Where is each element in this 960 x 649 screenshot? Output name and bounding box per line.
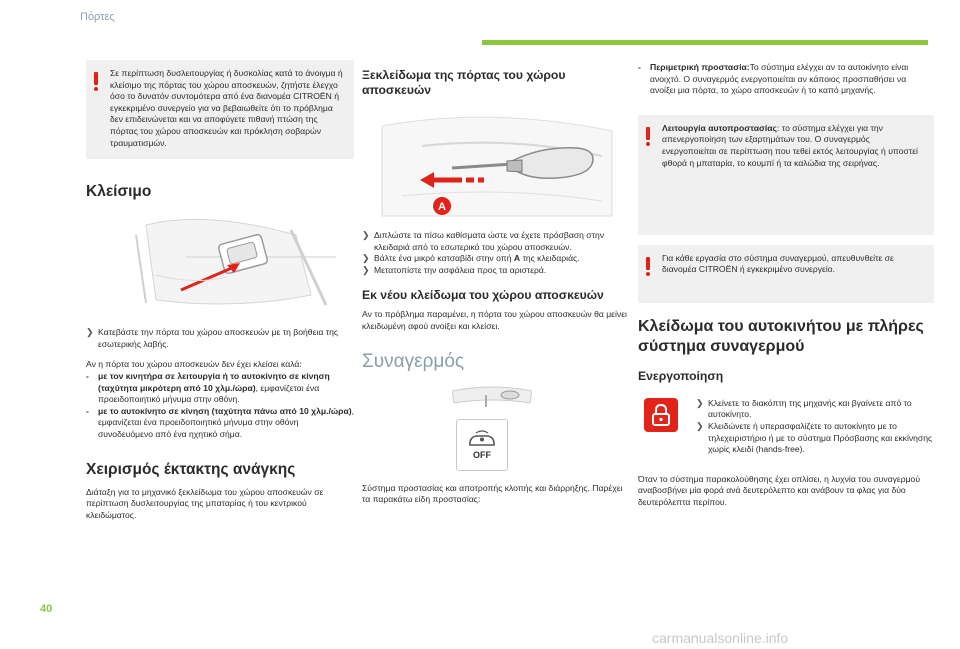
- lock-title: Κλείδωμα του αυτοκινήτου με πλήρες σύστημα συναγερμού: [638, 317, 924, 355]
- perimeter-bold: Περιμετρική προστασία:: [650, 62, 750, 72]
- bullet-icon: ❯: [86, 327, 94, 338]
- activation-title: Ενεργοποίηση: [638, 368, 724, 383]
- unlock-step-text: Μετατοπίστε την ασφάλεια προς τα αριστερά.: [374, 264, 547, 275]
- closing-item-2: - με το αυτοκίνητο σε κίνηση (ταχύτητα πάνω από 10 χλμ./ώρα), εμφανίζεται ένα προειδοποιητικό μήνυμα στην οθόνη συνοδευόμενο από ένα ηχητικό σήμα.: [86, 405, 355, 439]
- activation-block: [638, 398, 934, 456]
- closing-intro: Αν η πόρτα του χώρου αποσκευών δεν έχει κλείσει καλά:: [86, 359, 302, 370]
- closing-item-2-bold: με το αυτοκίνητο σε κίνηση (ταχύτητα πάνω από 10 χλμ./ώρα): [98, 405, 352, 416]
- off-label: OFF: [473, 449, 491, 460]
- column-left: [86, 60, 354, 521]
- activation-step: [696, 421, 934, 456]
- emergency-text: Διάταξη για το μηχανικό ξεκλείδωμα του χώρου αποσκευών σε περίπτωση δυσλειτουργίας της μπαταρίας ή του κεντρικού κλειδώματος.: [86, 486, 324, 520]
- closing-title: Κλείσιμο: [86, 183, 152, 201]
- column-right: [638, 60, 934, 509]
- activation-step: [696, 398, 934, 421]
- tailgate-lock-illustration: [362, 106, 628, 224]
- alarm-off-button[interactable]: [456, 419, 508, 471]
- alarm-title: Συναγερμός: [362, 350, 465, 372]
- relock-title: Εκ νέου κλείδωμα του χώρου αποσκευών: [362, 288, 604, 303]
- page-number: 40: [40, 603, 53, 615]
- unlock-step-tail: της κλειδαριάς.: [520, 253, 580, 264]
- selfprot-bold: Λειτουργία αυτοπροστασίας: [662, 122, 778, 133]
- activation-step-text: Κλειδώνετε ή υπερασφαλίζετε το αυτοκίνητο με το τηλεχειριστήριο ή με το σύστημα Πρόσβασης και εκκίνησης χωρίς κλειδί (hands-free).: [708, 420, 933, 455]
- unlock-steps: [362, 230, 628, 276]
- selfprotection-box: [638, 115, 934, 235]
- warning-text: Σε περίπτωση δυσλειτουργίας ή δυσκολίας κατά το άνοιγμα ή κλείσιμο της πόρτας του χώρου αποσκευών, ζητήστε έλεγχο όσο το δυνατόν συντομότερα από ένα διανομέα CITROËN ή εγκεκριμένο συνεργείο για να βεβαιωθείτε ότι το πρόβλημα δεν επιδεινώνεται και να αποφύγετε πιθανή πτώση της πόρτας του χώρου αποσκευών και πρόκληση σοβαρών τραυματισμών.: [110, 68, 343, 148]
- closing-step: [86, 327, 354, 350]
- service-note-box: [638, 245, 934, 303]
- bullet-icon: ❯: [362, 230, 370, 240]
- selfprot-text: : το σύστημα ελέγχει για την απενεργοποίηση των εξαρτημάτων του. Ο συναγερμός ενεργοποιείται σε περίπτωση που τεθεί εκτός λειτουργίας ή υποστεί φθορά η μπαταρία, το κουμπί ή τα καλώδια της σειρήνας.: [662, 122, 918, 168]
- perimeter-protection: - Περιμετρική προστασία:Το σύστημα ελέγχει αν το αυτοκίνητο είναι ανοιχτό. Ο συναγερμός ενεργοποιείται αν κάποιος προσπαθήσει να ανοίξει μια πόρτα, το χώρο αποσκευών ή το καπό μηχανής.: [638, 62, 909, 96]
- warning-icon: [646, 127, 650, 145]
- car-sensor-icon: [467, 430, 497, 448]
- closing-item-2-text: , εμφανίζεται ένα προειδοποιητικό μήνυμα στην οθόνη συνοδευόμενο από ένα ηχητικό σήμα.: [98, 405, 355, 439]
- warning-box: [86, 60, 354, 159]
- alarm-text: Σύστημα προστασίας και αποτροπής κλοπής και διάρρηξης. Παρέχει τα παρακάτω είδη προστασίας:: [362, 482, 623, 505]
- closing-step-text: Κατεβάστε την πόρτα του χώρου αποσκευών με τη βοήθεια της εσωτερικής λαβής.: [98, 327, 339, 349]
- unlock-step: [362, 265, 628, 277]
- column-middle: [362, 60, 628, 506]
- watermark: carmanualsonline.info: [652, 630, 789, 646]
- callout-a-label: A: [438, 201, 446, 213]
- warning-icon: [646, 257, 650, 275]
- alarm-lock-icon: [644, 398, 678, 432]
- unlock-step-text: Διπλώστε τα πίσω καθίσματα ώστε να έχετε πρόσβαση στην κλειδαριά από το εσωτερικό του χώρου αποσκευών.: [374, 230, 605, 252]
- activation-step-text: Κλείνετε το διακόπτη της μηχανής και βγαίνετε από το αυτοκίνητο.: [708, 397, 912, 420]
- unlock-title: Ξεκλείδωμα της πόρτας του χώρου αποσκευών: [362, 68, 566, 97]
- tailgate-handle-illustration: [86, 215, 354, 315]
- closing-item-1-bold: με τον κινητήρα σε λειτουργία ή το αυτοκίνητο σε κίνηση (ταχύτητα μικρότερη από 10 χλμ./ώρα): [98, 370, 330, 393]
- bullet-icon: ❯: [362, 253, 370, 264]
- emergency-title: Χειρισμός έκτακτης ανάγκης: [86, 460, 296, 478]
- section-label: Πόρτες: [80, 11, 115, 23]
- unlock-step: [362, 230, 628, 253]
- service-note: Για κάθε εργασία στο σύστημα συναγερμού, απευθυνθείτε σε διανομέα CITROËN ή εγκεκριμένο συνεργείο.: [662, 252, 894, 275]
- activation-result: Όταν το σύστημα παρακολούθησης έχει οπλίσει, η λυχνία του συναγερμού αναβοσβήνει μία φορά ανά δευτερόλεπτο και ανάβουν τα φλας για δύο δευτερόλεπτα περίπου.: [638, 473, 921, 507]
- perimeter-text: Το σύστημα ελέγχει αν το αυτοκίνητο είναι ανοιχτό. Ο συναγερμός ενεργοποιείται αν κάποιος προσπαθήσει να ανοίξει μια πόρτα, το χώρο αποσκευών ή το καπό μηχανής.: [650, 62, 909, 96]
- interior-sensor-illustration: [452, 383, 532, 411]
- bullet-icon: ❯: [696, 420, 704, 431]
- closing-item-1-text: , εμφανίζεται ένα προειδοποιητικό μήνυμα στην οθόνη.: [98, 382, 320, 405]
- warning-icon: [94, 72, 98, 90]
- closing-item-1: - με τον κινητήρα σε λειτουργία ή το αυτοκίνητο σε κίνηση (ταχύτητα μικρότερη από 10 χλμ./ώρα), εμφανίζεται ένα προειδοποιητικό μήνυμα στην οθόνη.: [86, 370, 330, 405]
- unlock-step-text: Βάλτε ένα μικρό κατσαβίδι στην οπή: [374, 253, 512, 264]
- bullet-icon: ❯: [696, 397, 704, 408]
- section-accent-bar: [482, 40, 928, 45]
- unlock-step: [362, 253, 628, 265]
- bullet-icon: ❯: [362, 264, 370, 275]
- unlock-step-hole-label: A: [513, 253, 521, 264]
- relock-text: Αν το πρόβλημα παραμένει, η πόρτα του χώρου αποσκευών θα μείνει κλειδωμένη αφού ανοίξει και κλείσει.: [362, 309, 627, 331]
